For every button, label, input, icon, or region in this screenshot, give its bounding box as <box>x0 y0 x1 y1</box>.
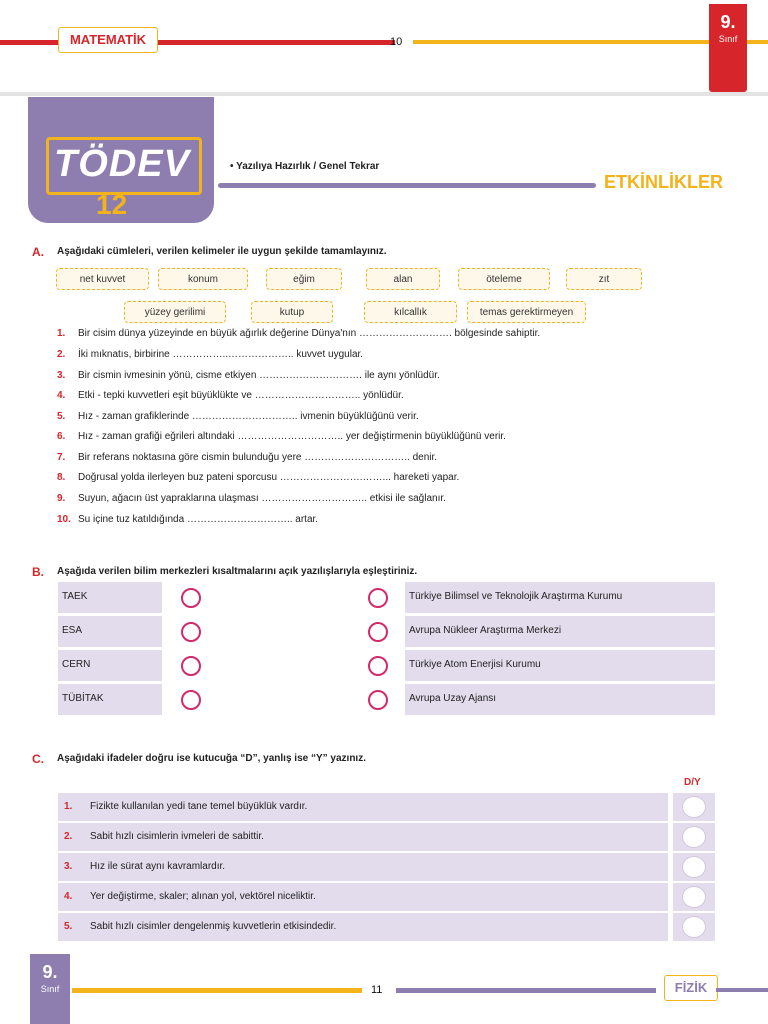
statement-text: Sabit hızlı cisimlerin ivmeleri de sabittir. <box>90 831 264 842</box>
answer-cell <box>673 823 715 851</box>
abbreviation-cell: TÜBİTAK <box>58 684 162 715</box>
dy-column-header: D/Y <box>684 777 701 788</box>
section-a-letter: A. <box>32 245 44 259</box>
question-number: 10. <box>57 514 71 525</box>
answer-input[interactable] <box>682 826 706 848</box>
question-number: 2. <box>57 349 66 360</box>
match-circle-left[interactable] <box>181 690 201 710</box>
question-number: 3. <box>57 370 66 381</box>
answer-cell <box>673 913 715 941</box>
footer-grade-number: 9. <box>42 962 58 982</box>
word-box: konum <box>158 268 248 290</box>
statement-row <box>58 823 668 851</box>
answer-input[interactable] <box>682 916 706 938</box>
statement-number: 2. <box>64 831 73 842</box>
section-c-instruction: Aşağıdaki ifadeler doğru ise kutucuğa “D”, yanlış ise “Y” yazınız. <box>57 753 366 764</box>
word-box: net kuvvet <box>56 268 149 290</box>
question-number: 8. <box>57 472 66 483</box>
question-text: Etki - tepki kuvvetleri eşit büyüklükte ve ………………………….. yönlüdür. <box>78 390 404 401</box>
odev-title: TÖDEV <box>54 143 190 185</box>
grade-number: 9. <box>720 12 736 32</box>
question-text: İki mıknatıs, birbirine ……………..……………….. kuvvet uygular. <box>78 349 364 360</box>
word-box: zıt <box>566 268 642 290</box>
full-name-cell: Avrupa Nükleer Araştırma Merkezi <box>405 616 715 647</box>
activities-title: ETKİNLİKLER <box>604 172 723 192</box>
footer-grade-tab <box>30 954 70 1024</box>
statement-text: Yer değiştirme, skaler; alınan yol, vektörel niceliktir. <box>90 891 316 902</box>
full-name-cell: Türkiye Atom Enerjisi Kurumu <box>405 650 715 681</box>
answer-cell <box>673 883 715 911</box>
abbreviation-cell: ESA <box>58 616 162 647</box>
statement-row <box>58 853 668 881</box>
section-c-letter: C. <box>32 752 44 766</box>
match-circle-left[interactable] <box>181 656 201 676</box>
statement-text: Fizikte kullanılan yedi tane temel büyüklük vardır. <box>90 801 308 812</box>
answer-cell <box>673 853 715 881</box>
question-text: Hız - zaman grafiği eğrileri altındaki ………………………….. yer değiştirmenin büyüklüğünü verir. <box>78 431 506 442</box>
topic-underline <box>218 183 596 188</box>
worksheet-topic: • Yazılıya Hazırlık / Genel Tekrar <box>230 161 380 172</box>
statement-number: 3. <box>64 861 73 872</box>
subject-label: MATEMATİK <box>58 27 158 53</box>
grade-label: Sınıf <box>718 34 738 44</box>
statement-row <box>58 793 668 821</box>
footer-end-line <box>716 988 768 992</box>
word-box: öteleme <box>458 268 550 290</box>
word-box: yüzey gerilimi <box>124 301 226 323</box>
question-number: 4. <box>57 390 66 401</box>
statement-number: 1. <box>64 801 73 812</box>
word-box: alan <box>366 268 440 290</box>
question-number: 9. <box>57 493 66 504</box>
question-text: Doğrusal yolda ilerleyen buz pateni sporcusu …………………….……... hareketi yapar. <box>78 472 460 483</box>
statement-text: Sabit hızlı cisimler dengelenmiş kuvvetlerin etkisindedir. <box>90 921 337 932</box>
match-circle-right[interactable] <box>368 622 388 642</box>
question-text: Hız - zaman grafiklerinde ………………………….. ivmenin büyüklüğünü verir. <box>78 411 419 422</box>
footer-purple-line <box>396 988 656 993</box>
full-name-cell: Avrupa Uzay Ajansı <box>405 684 715 715</box>
abbreviation-cell: CERN <box>58 650 162 681</box>
match-circle-right[interactable] <box>368 690 388 710</box>
question-text: Bir referans noktasına göre cismin bulunduğu yere ………………………….. denir. <box>78 452 438 463</box>
question-number: 7. <box>57 452 66 463</box>
statement-row <box>58 883 668 911</box>
section-b-letter: B. <box>32 565 44 579</box>
question-text: Bir cismin ivmesinin yönü, cisme etkiyen …………………………. ile aynı yönlüdür. <box>78 370 440 381</box>
odev-number: 12 <box>96 189 128 220</box>
page-number-top: 10 <box>390 36 403 48</box>
question-number: 1. <box>57 328 66 339</box>
abbreviation-cell: TAEK <box>58 582 162 613</box>
question-text: Suyun, ağacın üst yapraklarına ulaşması ………………………….. etkisi ile sağlanır. <box>78 493 446 504</box>
page-number-bottom: 11 <box>371 984 383 996</box>
section-a-instruction: Aşağıdaki cümleleri, verilen kelimeler ile uygun şekilde tamamlayınız. <box>57 246 387 257</box>
statement-number: 5. <box>64 921 73 932</box>
match-circle-left[interactable] <box>181 588 201 608</box>
footer-orange-line <box>72 988 362 993</box>
question-number: 5. <box>57 411 66 422</box>
question-text: Su içine tuz katıldığında ………………………….. artar. <box>78 514 319 525</box>
match-circle-left[interactable] <box>181 622 201 642</box>
grade-tab <box>709 4 747 92</box>
footer-subject-label: FİZİK <box>664 975 718 1001</box>
answer-input[interactable] <box>682 856 706 878</box>
answer-input[interactable] <box>682 796 706 818</box>
word-box: eğim <box>266 268 342 290</box>
match-circle-right[interactable] <box>368 656 388 676</box>
footer-grade-label: Sınıf <box>40 984 60 994</box>
statement-row <box>58 913 668 941</box>
answer-cell <box>673 793 715 821</box>
word-box: kılcallık <box>364 301 457 323</box>
section-b-instruction: Aşağıda verilen bilim merkezleri kısaltmalarını açık yazılışlarıyla eşleştiriniz. <box>57 566 418 577</box>
word-box: temas gerektirmeyen <box>467 301 586 323</box>
match-circle-right[interactable] <box>368 588 388 608</box>
question-number: 6. <box>57 431 66 442</box>
word-box: kutup <box>251 301 333 323</box>
question-text: Bir cisim dünya yüzeyinde en büyük ağırlık değerine Dünya'nın ………………………. bölgesinde sahiptir. <box>78 328 541 339</box>
statement-number: 4. <box>64 891 73 902</box>
full-name-cell: Türkiye Bilimsel ve Teknolojik Araştırma Kurumu <box>405 582 715 613</box>
statement-text: Hız ile sürat aynı kavramlardır. <box>90 861 226 872</box>
header-divider <box>0 92 768 96</box>
answer-input[interactable] <box>682 886 706 908</box>
